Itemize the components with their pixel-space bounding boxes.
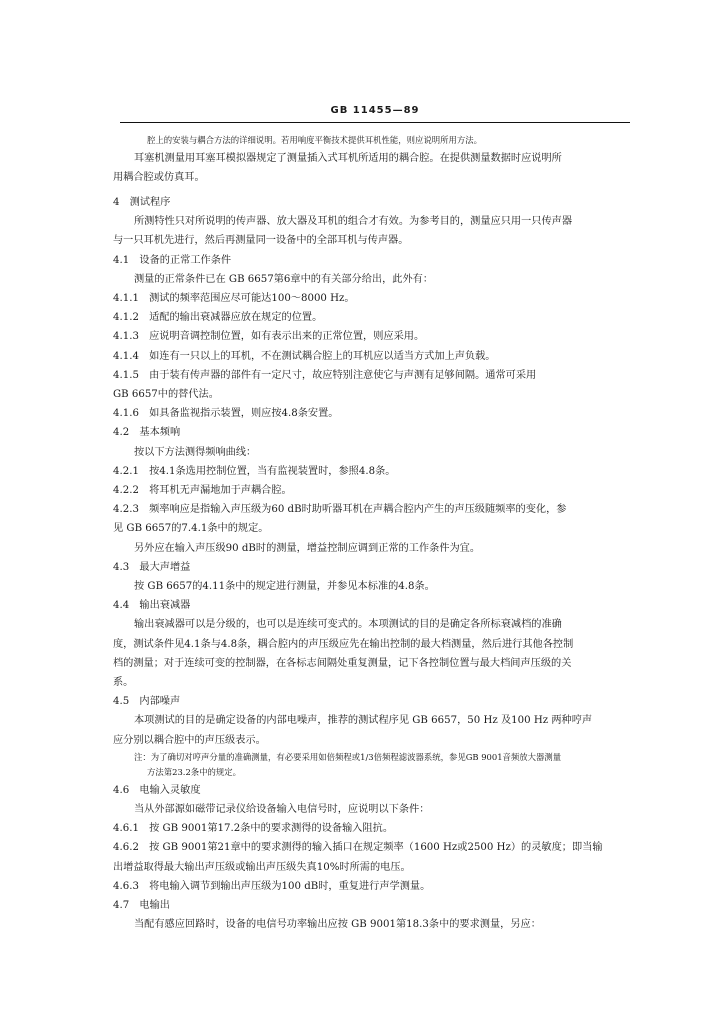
- text-line: 4.6 电输入灵敏度: [113, 784, 201, 796]
- text-line: 4.6.1 按 GB 9001第17.2条中的要求测得的设备输入阻抗。: [113, 823, 394, 835]
- header-rule: [120, 122, 630, 123]
- text-line: 按以下方法测得频响曲线：: [134, 446, 257, 458]
- text-line: GB 6657中的替代法。: [113, 388, 219, 400]
- text-line: 耳塞机测量用耳塞耳模拟器规定了测量插入式耳机所适用的耦合腔。在提供测量数据时应说明所: [134, 152, 562, 164]
- text-line: 当从外部源如磁带记录仪给设备输入电信号时，应说明以下条件：: [134, 804, 430, 815]
- text-line: 4.1 设备的正常工作条件: [113, 254, 232, 266]
- text-line: 4.7 电输出: [113, 900, 170, 912]
- text-line: 4.2.2 将耳机无声漏地加于声耦合腔。: [113, 484, 292, 496]
- text-line: 4.5 内部噪声: [113, 696, 181, 708]
- text-line: 与一只耳机先进行，然后再测量同一设备中的全部耳机与传声器。: [113, 235, 409, 247]
- text-line: 测量的正常条件已在 GB 6657第6章中的有关部分给出，此外有：: [134, 273, 434, 285]
- text-line: 4.1.4 如连有一只以上的耳机，不在测试耦合腔上的耳机应以适当方式加上声负载。: [113, 350, 496, 362]
- text-line: 4.1.2 适配的输出衰减器应放在规定的位置。: [113, 312, 323, 324]
- text-line: 4 测试程序: [113, 196, 171, 208]
- text-line: 用耦合腔或仿真耳。: [113, 171, 205, 183]
- text-line: 按 GB 6657的4.11条中的规定进行测量，并参见本标准的4.8条。: [134, 580, 435, 592]
- text-line: 系。: [113, 676, 134, 688]
- text-line: 4.6.2 按 GB 9001第21章中的要求测得的输入插口在规定频率（1600 Hz或2500 Hz）的灵敏度；即当输: [113, 842, 603, 854]
- text-line: 应分别以耦合腔中的声压级表示。: [113, 734, 266, 746]
- text-line: 4.1.3 应说明音调控制位置，如有表示出来的正常位置，则应采用。: [113, 331, 425, 343]
- page-header-standard-code: GB 11455—89: [330, 105, 420, 116]
- text-line: 所测特性只对所说明的传声器、放大器及耳机的组合才有效。为参考目的，测量应只用一只传声器: [134, 216, 573, 228]
- text-line: 4.4 输出衰减器: [113, 600, 191, 612]
- text-line: 4.2.1 按4.1条选用控制位置，当有监视装置时，参照4.8条。: [113, 465, 396, 477]
- text-line: 见 GB 6657的7.4.1条中的规定。: [113, 523, 269, 535]
- text-line: 度，测试条件见4.1条与4.8条，耦合腔内的声压级应先在输出控制的最大档测量，然后进行其他各控制: [113, 638, 574, 650]
- text-line: 另外应在输入声压级90 dB时的测量，增益控制应调到正常的工作条件为宜。: [134, 542, 481, 554]
- text-line: 档的测量；对于连续可变的控制器，在各标志间隔处重复测量，记下各控制位置与最大档间声压级的关: [113, 657, 572, 669]
- text-line: 方法第23.2条中的规定。: [147, 767, 242, 778]
- text-line: 4.1.1 测试的频率范围应尽可能达100～8000 Hz。: [113, 292, 355, 304]
- text-line: 当配有感应回路时，设备的电信号功率输出应按 GB 9001第18.3条中的要求测量，另应：: [134, 919, 541, 931]
- text-line: 注：为了确切对哼声分量的准确测量，有必要采用如倍频程或1/3倍频程滤波器系统，参见GB 9001音频放大器测量: [134, 751, 562, 762]
- text-line: 4.2 基本频响: [113, 427, 181, 439]
- text-line: 4.3 最大声增益: [113, 561, 191, 573]
- document-body: [113, 133, 633, 934]
- text-line: 4.6.3 将电输入调节到输出声压级为100 dB时，重复进行声学测量。: [113, 880, 431, 892]
- text-line: 4.1.6 如具备监视指示装置，则应按4.8条安置。: [113, 408, 339, 420]
- text-line: 4.1.5 由于装有传声器的部件有一定尺寸，故应特别注意使它与声测有足够间隔。通常可采用: [113, 369, 537, 381]
- text-line: 4.2.3 频率响应是指输入声压级为60 dB时助听器耳机在声耦合腔内产生的声压级随频率的变化，参: [113, 504, 567, 516]
- text-line: 输出衰减器可以是分级的，也可以是连续可变式的。本项测试的目的是确定各所标衰减档的准确: [134, 619, 562, 631]
- text-line: 出增益取得最大输出声压级或输出声压级失真10%时所需的电压。: [113, 861, 411, 873]
- text-line: 本项测试的目的是确定设备的内部电噪声，推荐的测试程序见 GB 6657，50 Hz 及100 Hz 两种哼声: [134, 715, 593, 727]
- text-line: 腔上的安装与耦合方法的详细说明。若用响度平衡技术提供耳机性能，则应说明所用方法。: [147, 135, 482, 145]
